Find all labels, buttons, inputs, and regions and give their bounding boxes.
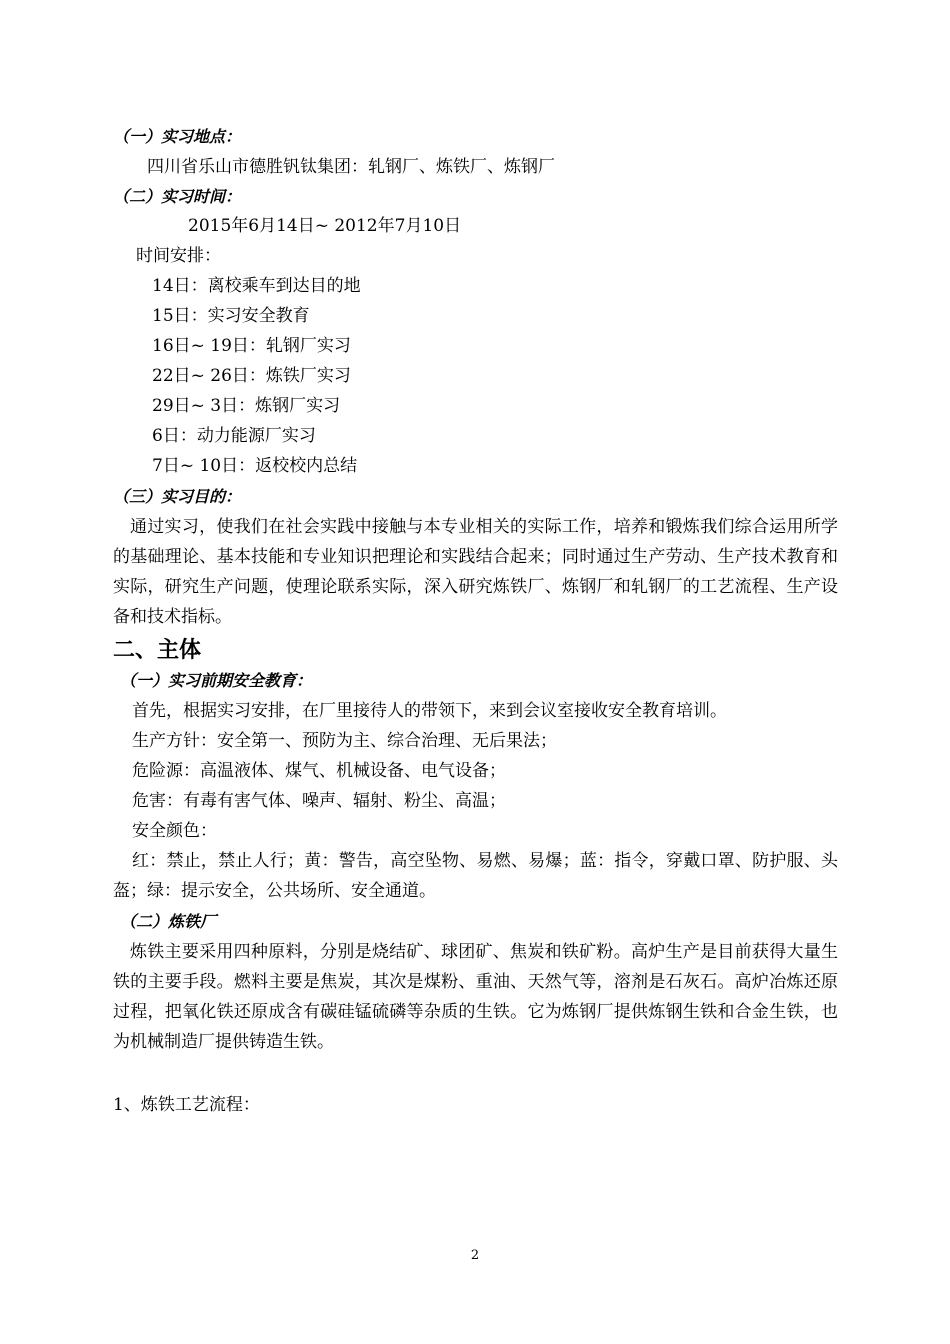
safety-line: 危害：有毒有害气体、噪声、辐射、粉尘、高温； xyxy=(132,791,506,811)
time-range: 2015年6月14日~ 2012年7月10日 xyxy=(188,216,462,236)
safety-line: 危险源：高温液体、煤气、机械设备、电气设备； xyxy=(132,761,506,781)
purpose-paragraph: 通过实习，使我们在社会实践中接触与本专业相关的实际工作，培养和锻炼我们综合运用所学的基础理论、基本技能和专业知识把理论和实践结合起来；同时通过生产劳动、生产技术教育和实际，研究生产问题，使理论联系实际，深入研究炼铁厂、炼钢厂和轧钢厂的工艺流程、生产设备和技术指标。 xyxy=(113,517,838,627)
safety-heading: （一）实习前期安全教育： xyxy=(120,671,313,690)
schedule-item: 7日~ 10日：返校校内总结 xyxy=(152,456,358,476)
schedule-item: 29日~ 3日：炼钢厂实习 xyxy=(152,396,341,416)
section-title: 二、主体 xyxy=(113,638,202,663)
safety-colors-paragraph: 红：禁止，禁止人行；黄：警告，高空坠物、易燃、易爆；蓝：指令，穿戴口罩、防护服、头盔；绿：提示安全，公共场所、安全通道。 xyxy=(113,851,838,901)
ironworks-paragraph: 炼铁主要采用四种原料，分别是烧结矿、球团矿、焦炭和铁矿粉。高炉生产是目前获得大量生铁的主要手段。燃料主要是焦炭，其次是煤粉、重油、天然气等，溶剂是石灰石。高炉冶炼还原过程，把氧化铁还原成含有碳硅锰硫磷等杂质的生铁。它为炼钢厂提供炼钢生铁和合金生铁，也为机械制造厂提供铸造生铁。 xyxy=(113,942,838,1052)
purpose-heading: （三）实习目的： xyxy=(113,487,242,506)
schedule-item: 15日：实习安全教育 xyxy=(152,306,310,326)
schedule-item: 6日：动力能源厂实习 xyxy=(152,426,316,446)
safety-line: 安全颜色： xyxy=(132,821,217,841)
safety-line: 首先，根据实习安排，在厂里接待人的带领下，来到会议室接收安全教育培训。 xyxy=(132,701,727,721)
time-heading: （二）实习时间： xyxy=(113,187,242,206)
schedule-label: 时间安排： xyxy=(136,246,221,266)
schedule-item: 16日~ 19日：轧钢厂实习 xyxy=(152,336,351,356)
ironworks-heading: （二）炼铁厂 xyxy=(120,912,217,931)
safety-line: 生产方针：安全第一、预防为主、综合治理、无后果法； xyxy=(132,731,557,751)
schedule-item: 22日~ 26日：炼铁厂实习 xyxy=(152,366,351,386)
process-label: 1、炼铁工艺流程： xyxy=(113,1095,260,1115)
location-text: 四川省乐山市德胜钒钛集团：轧钢厂、炼铁厂、炼钢厂 xyxy=(147,157,555,177)
schedule-item: 14日：离校乘车到达目的地 xyxy=(152,276,361,296)
location-heading: （一）实习地点： xyxy=(113,127,242,146)
page-number: 2 xyxy=(470,1248,480,1263)
